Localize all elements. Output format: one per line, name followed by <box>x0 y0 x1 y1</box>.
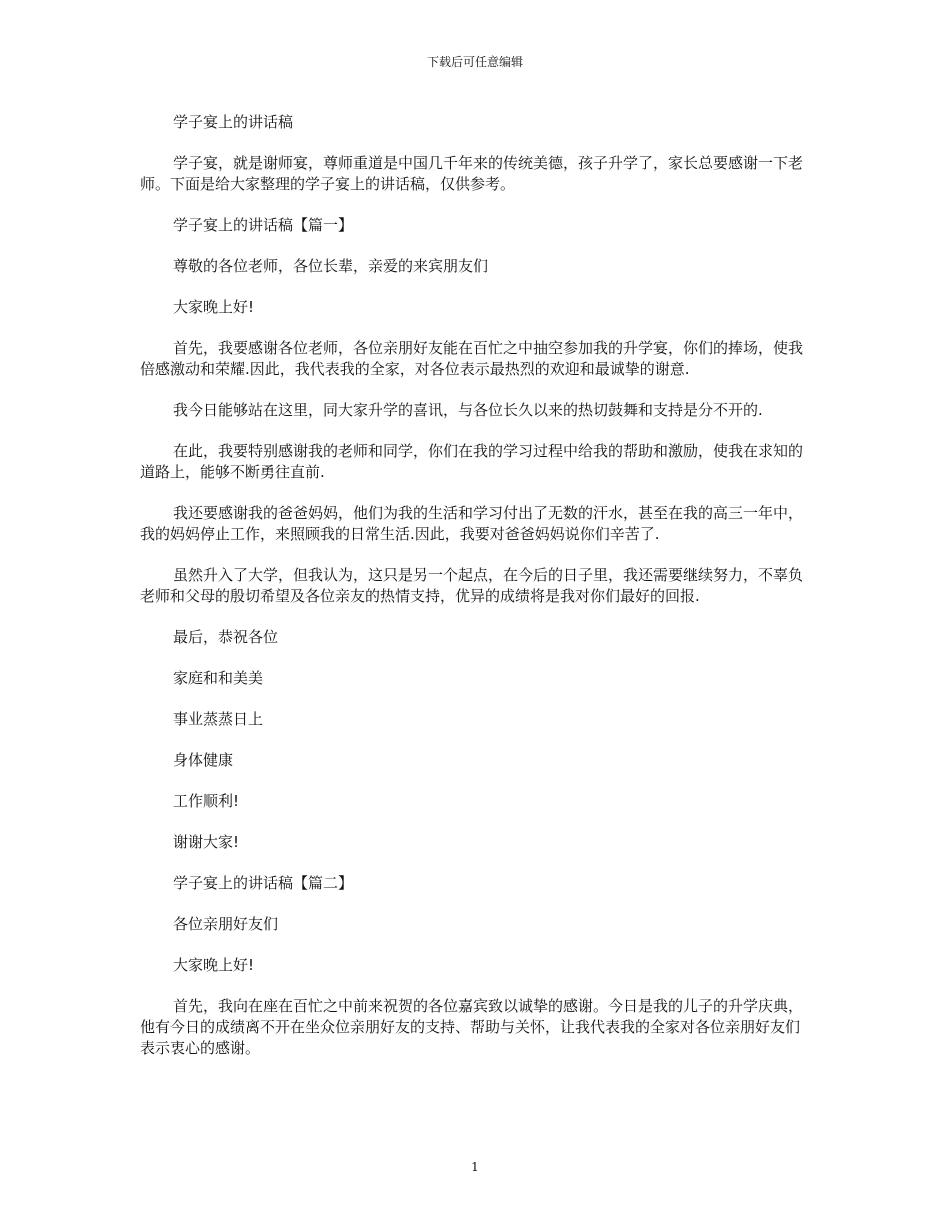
body-paragraph: 在此，我要特别感谢我的老师和同学，你们在我的学习过程中给我的帮助和激励，使我在求知的道路上，能够不断勇往直前. <box>140 442 804 481</box>
body-paragraph: 首先，我向在座在百忙之中前来祝贺的各位嘉宾致以诚挚的感谢。今日是我的儿子的升学庆典，他有今日的成绩离不开在坐众位亲朋好友的支持、帮助与关怀，让我代表我的全家对各位亲朋好友们表示衷心的感谢。 <box>140 997 804 1057</box>
page-header: 下载后可任意编辑 <box>426 55 523 69</box>
salutation-1: 尊敬的各位老师，各位长辈，亲爱的来宾朋友们 <box>173 257 489 275</box>
body-paragraph: 我还要感谢我的爸爸妈妈，他们为我的生活和学习付出了无数的汗水，甚至在我的高三一年中，我的妈妈停止工作，来照顾我的日常生活.因此，我要对爸爸妈妈说你们辛苦了. <box>140 504 804 543</box>
doc-title: 学子宴上的讲话稿 <box>173 113 294 131</box>
wish-line: 事业蒸蒸日上 <box>173 710 264 728</box>
section-heading-2: 学子宴上的讲话稿【篇二】 <box>173 874 354 892</box>
salutation-2: 各位亲朋好友们 <box>173 915 279 933</box>
body-paragraph: 虽然升入了大学，但我认为，这只是另一个起点，在今后的日子里，我还需要继续努力，不辜负老师和父母的殷切希望及各位亲友的热情支持，优异的成绩将是我对你们最好的回报. <box>140 566 804 605</box>
closing-line: 最后，恭祝各位 <box>173 628 279 646</box>
section-heading-1: 学子宴上的讲话稿【篇一】 <box>173 216 354 234</box>
wish-line: 家庭和和美美 <box>173 669 264 687</box>
thanks-line: 谢谢大家! <box>173 833 240 851</box>
document-body <box>140 112 810 1079</box>
page-number: 1 <box>471 1160 479 1174</box>
greeting-2: 大家晚上好! <box>173 956 255 974</box>
body-paragraph: 我今日能够站在这里，同大家升学的喜讯，与各位长久以来的热切鼓舞和支持是分不开的. <box>173 401 763 419</box>
wish-line: 工作顺利! <box>173 792 240 810</box>
intro-paragraph: 学子宴，就是谢师宴，尊师重道是中国几千年来的传统美德，孩子升学了，家长总要感谢一下老师。下面是给大家整理的学子宴上的讲话稿，仅供参考。 <box>140 154 804 193</box>
wish-line: 身体健康 <box>173 751 234 769</box>
greeting-1: 大家晚上好! <box>173 298 255 316</box>
body-paragraph: 首先，我要感谢各位老师，各位亲朋好友能在百忙之中抽空参加我的升学宴，你们的捧场，使我倍感激动和荣耀.因此，我代表我的全家，对各位表示最热烈的欢迎和最诚挚的谢意. <box>140 339 804 378</box>
